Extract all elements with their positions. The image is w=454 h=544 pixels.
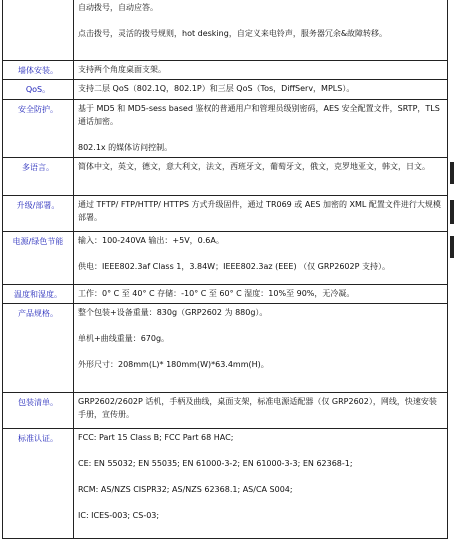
spec-row-value: [74, 393, 448, 429]
spec-table: [2, 0, 448, 539]
value-line: IC: ICES-003; CS-03;: [78, 511, 160, 520]
blank-line: [78, 470, 444, 483]
value-line: 单机+曲线重量：670g。: [78, 334, 170, 343]
value-line: CE: EN 55032; EN 55035; EN 61000-3-2; EN 61000-3-3; EN 62368-1;: [78, 459, 353, 468]
blank-line: [78, 247, 444, 260]
spec-row-value: [74, 304, 448, 393]
value-line: 支持两个角度桌面支架。: [78, 65, 166, 74]
value-line: RCM: AS/NZS CISPR32; AS/NZS 62368.1; AS/CA S004;: [78, 485, 293, 494]
row-edge-marker: [450, 162, 454, 184]
spec-row: [3, 80, 448, 100]
spec-row-value: [74, 0, 448, 61]
spec-row-value: [74, 80, 448, 100]
spec-row-label: 多语言。: [3, 158, 74, 196]
spec-row: [3, 61, 448, 80]
spec-row-label: 产品规格。: [3, 304, 74, 393]
blank-line: [78, 444, 444, 457]
spec-row-label: 包装清单。: [3, 393, 74, 429]
spec-row: [3, 304, 448, 393]
value-line: 自动拨号，自动应答。: [78, 3, 158, 12]
spec-row: [3, 393, 448, 429]
spec-row-value: [74, 285, 448, 304]
value-line: 输入：100-240VA 输出：+5V，0.6A。: [78, 236, 224, 245]
row-edge-marker: [450, 236, 454, 258]
blank-line: [78, 345, 444, 358]
value-line: 基于 MD5 和 MD5-sess based 鉴权的普通用户和管理员级别密码，AES 安全配置文件，SRTP，TLS 通话加密。: [78, 104, 440, 126]
spec-row-label: 温度和湿度。: [3, 285, 74, 304]
value-line: GRP2602/2602P 话机，手柄及曲线，桌面支架，标准电源适配器（仅 GRP2602），网线，快速安装手册，宣传册。: [78, 397, 437, 419]
value-line: 通过 TFTP/ FTP/HTTP/ HTTPS 方式升级固件，通过 TR069 或 AES 加密的 XML 配置文件进行大规模部署。: [78, 200, 441, 222]
spec-row-label: QoS。: [3, 80, 74, 100]
value-line: 802.1x 的媒体访问控制。: [78, 143, 173, 152]
spec-row-value: [74, 429, 448, 539]
spec-row-value: [74, 196, 448, 232]
spec-row-label: 升级/部署。: [3, 196, 74, 232]
row-edge-marker: [450, 200, 454, 224]
value-line: 支持二层 QoS（802.1Q，802.1P）和三层 QoS（Tos，DiffServ，MPLS）。: [78, 84, 355, 93]
blank-line: [78, 14, 444, 27]
spec-row: [3, 158, 448, 196]
blank-line: [78, 496, 444, 509]
spec-row-label: [3, 0, 74, 61]
spec-row-label: 安全防护。: [3, 100, 74, 158]
spec-row-value: [74, 100, 448, 158]
spec-row-value: [74, 61, 448, 80]
value-line: 外形尺寸：208mm(L)* 180mm(W)*63.4mm(H)。: [78, 360, 269, 369]
value-line: 供电：IEEE802.3af Class 1，3.84W；IEEE802.3az (EEE) （仅 GRP2602P 支持）。: [78, 262, 390, 271]
spec-row: [3, 232, 448, 285]
value-line: 简体中文，英文，德文，意大利文，法文，西班牙文，葡萄牙文，俄文，克罗地亚文，韩文，日文。: [78, 162, 430, 171]
blank-line: [78, 128, 444, 141]
spec-row: [3, 429, 448, 539]
value-line: 整个包装+设备重量：830g（GRP2602 为 880g）。: [78, 308, 268, 317]
spec-table-body: [3, 0, 448, 539]
value-line: 点击拨号，灵活的拨号规则，hot desking，自定义来电铃声，服务器冗余&故障转移。: [78, 29, 388, 38]
spec-row: [3, 285, 448, 304]
spec-row: [3, 0, 448, 61]
spec-row-label: 墙体安装。: [3, 61, 74, 80]
spec-row-label: 标准认证。: [3, 429, 74, 539]
value-line: FCC: Part 15 Class B; FCC Part 68 HAC;: [78, 433, 234, 442]
blank-line: [78, 319, 444, 332]
value-line: 工作：0° C 至 40° C 存储：-10° C 至 60° C 湿度：10%至 90%，无冷凝。: [78, 289, 355, 298]
spec-row-label: 电源/绿色节能: [3, 232, 74, 285]
spec-row: [3, 100, 448, 158]
spec-row-value: [74, 158, 448, 196]
spec-row-value: [74, 232, 448, 285]
spec-row: [3, 196, 448, 232]
